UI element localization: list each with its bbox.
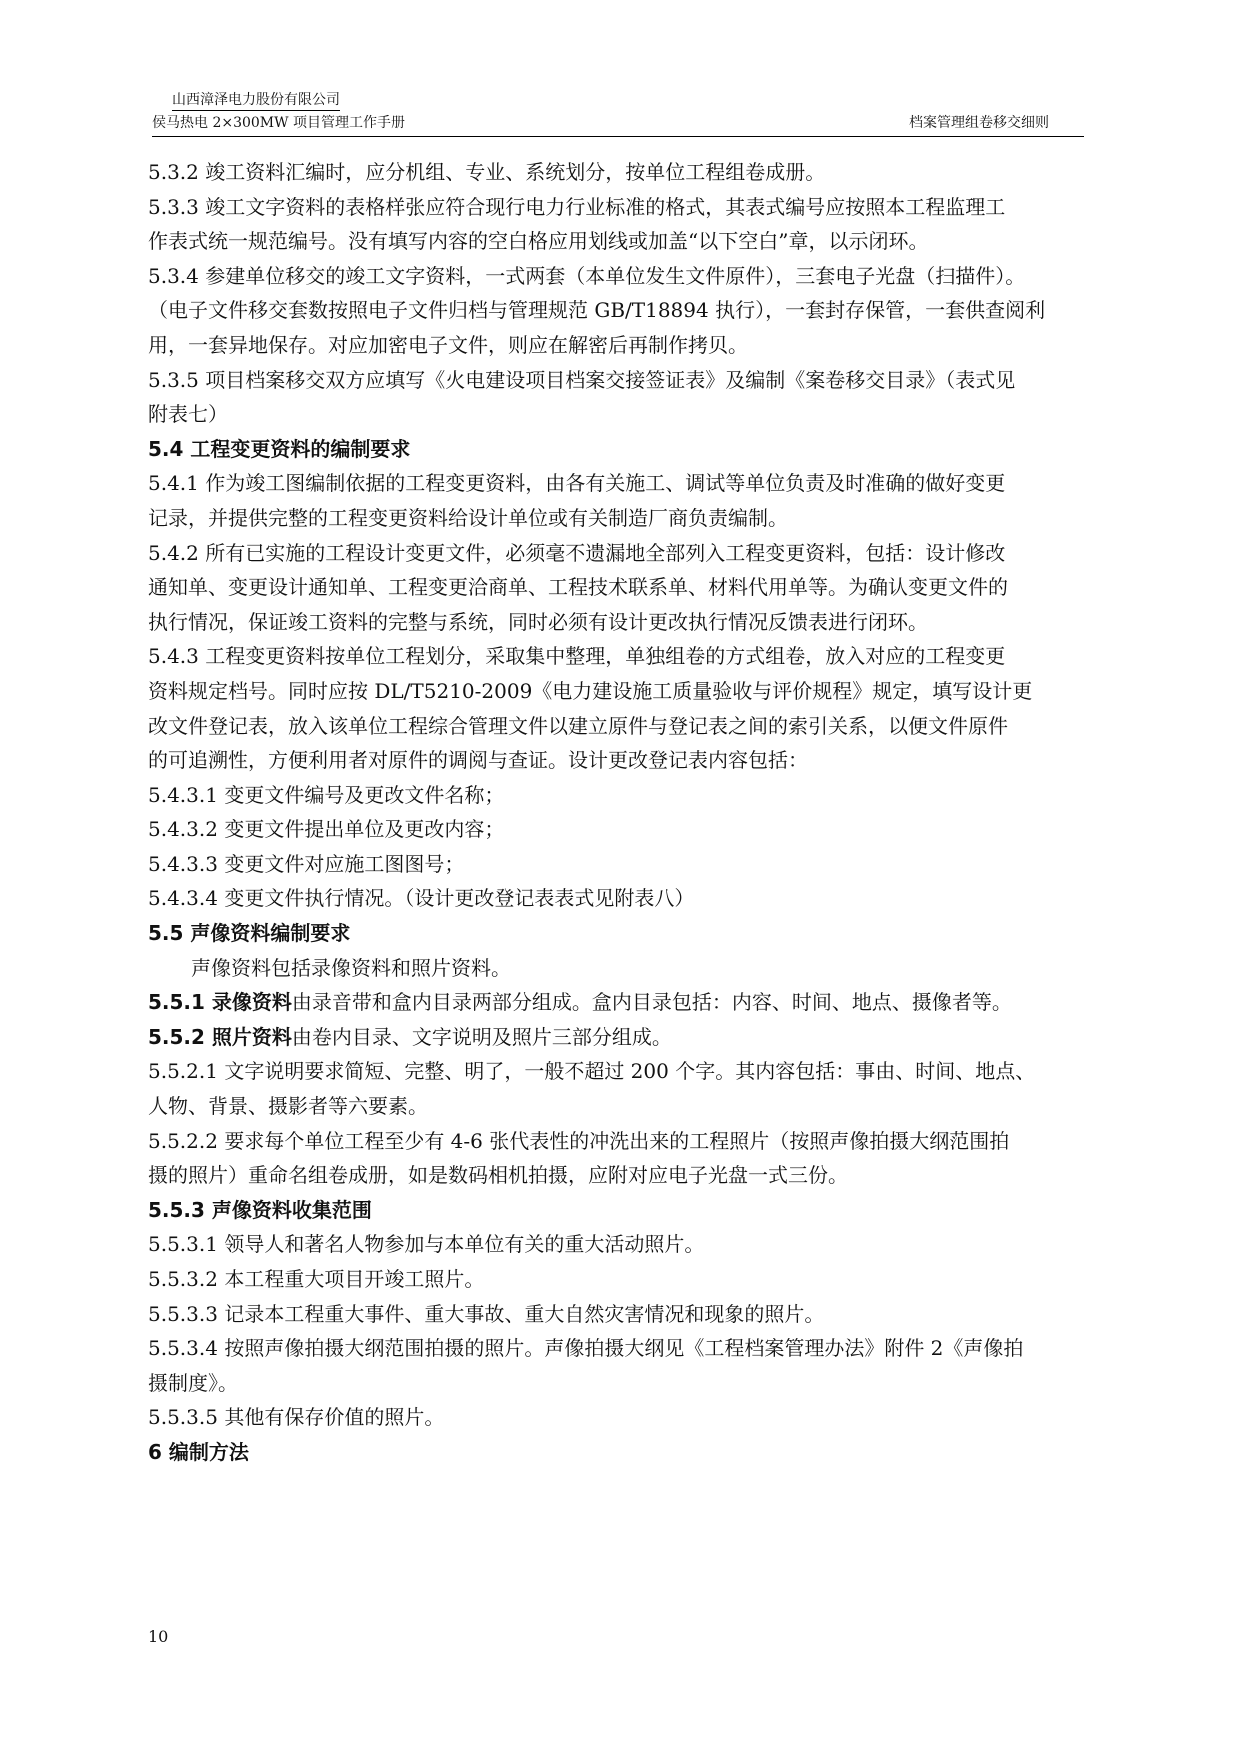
line-text: 5.3.3 竣工文字资料的表格样张应符合现行电力行业标准的格式，其表式编号应按照本工程监理工 xyxy=(148,194,1006,219)
text-line xyxy=(148,847,1088,882)
line-text: 5.3.2 竣工资料汇编时，应分机组、专业、系统划分，按单位工程组卷成册。 xyxy=(148,160,826,184)
line-text: 5.3.5 项目档案移交双方应填写《火电建设项目档案交接签证表》及编制《案卷移交目录》（表式见 xyxy=(148,367,1016,392)
text-line xyxy=(148,1158,1088,1193)
text-line xyxy=(148,1020,1088,1055)
line-text: 记录，并提供完整的工程变更资料给设计单位或有关制造厂商负责编制。 xyxy=(148,505,788,530)
line-text: 5.4.3.2 变更文件提出单位及更改内容； xyxy=(148,817,505,842)
text-line xyxy=(148,466,1088,501)
line-text: 5.5.3.1 领导人和著名人物参加与本单位有关的重大活动照片。 xyxy=(148,1232,705,1257)
page-number: 10 xyxy=(148,1627,169,1646)
line-text: 人物、背景、摄影者等六要素。 xyxy=(148,1094,428,1119)
text-line xyxy=(148,1331,1088,1366)
project-title: 侯马热电 2×300MW 项目管理工作手册 xyxy=(152,115,405,131)
line-text: 由卷内目录、文字说明及照片三部分组成。 xyxy=(291,1024,672,1049)
bold-label: 5.5.1 录像资料 xyxy=(148,990,292,1015)
line-text: 通知单、变更设计通知单、工程变更洽商单、工程技术联系单、材料代用单等。为确认变更文件的 xyxy=(148,575,1008,600)
line-text: 摄制度》。 xyxy=(148,1370,238,1395)
text-line xyxy=(148,1400,1088,1435)
line-text: 作表式统一规范编号。没有填写内容的空白格应用划线或加盖“以下空白”章，以示闭环。 xyxy=(148,229,929,254)
line-text: 5.5.3.2 本工程重大项目开竣工照片。 xyxy=(148,1267,485,1291)
text-line xyxy=(148,1227,1088,1262)
line-text: 5.4.3.1 变更文件编号及更改文件名称； xyxy=(148,782,505,807)
line-text: 5.4.3.4 变更文件执行情况。（设计更改登记表表式见附表八） xyxy=(148,886,695,911)
text-line xyxy=(148,1054,1088,1089)
section-heading xyxy=(148,1193,1088,1228)
document-title: 档案管理组卷移交细则 xyxy=(909,115,1049,131)
line-text: 5.4.3.3 变更文件对应施工图图号； xyxy=(148,851,465,876)
text-line xyxy=(148,639,1088,674)
document-body xyxy=(148,155,1088,1470)
line-text: 5.5.2.2 要求每个单位工程至少有 4-6 张代表性的冲洗出来的工程照片（按照声像拍摄大纲范围拍 xyxy=(148,1128,1010,1153)
line-text: 5.4.3 工程变更资料按单位工程划分，采取集中整理，单独组卷的方式组卷，放入对应的工程变更 xyxy=(148,644,1006,669)
section-heading xyxy=(148,916,1088,951)
line-text: 5.5.2.1 文字说明要求简短、完整、明了，一般不超过 200 个字。其内容包括：事由、时间、地点、 xyxy=(148,1059,1036,1084)
text-line xyxy=(148,328,1088,363)
text-line xyxy=(148,570,1088,605)
text-line xyxy=(148,743,1088,778)
text-line xyxy=(148,1297,1088,1332)
bold-label: 6 编制方法 xyxy=(148,1439,249,1464)
bold-label: 5.4 工程变更资料的编制要求 xyxy=(148,436,411,461)
text-line xyxy=(148,709,1088,744)
section-heading xyxy=(148,432,1088,467)
line-text: 摄的照片）重命名组卷成册，如是数码相机拍摄，应附对应电子光盘一式三份。 xyxy=(148,1163,848,1188)
line-text: 用，一套异地保存。对应加密电子文件，则应在解密后再制作拷贝。 xyxy=(148,332,748,357)
bold-label: 5.5.3 声像资料收集范围 xyxy=(148,1197,372,1222)
page-header xyxy=(152,86,1084,137)
line-text: 声像资料包括录像资料和照片资料。 xyxy=(191,955,511,980)
text-line xyxy=(148,951,1088,986)
line-text: 5.4.1 作为竣工图编制依据的工程变更资料，由各有关施工、调试等单位负责及时准确的做好变更 xyxy=(148,471,1006,496)
text-line xyxy=(148,1124,1088,1159)
text-line xyxy=(148,190,1088,225)
text-line xyxy=(148,259,1088,294)
line-text: （电子文件移交套数按照电子文件归档与管理规范 GB/T18894 执行），一套封存保管，一套供查阅利 xyxy=(148,298,1046,323)
text-line xyxy=(148,674,1088,709)
text-line xyxy=(148,224,1088,259)
line-text: 由录音带和盒内目录两部分组成。盒内目录包括：内容、时间、地点、摄像者等。 xyxy=(291,990,1012,1015)
line-text: 执行情况，保证竣工资料的完整与系统，同时必须有设计更改执行情况反馈表进行闭环。 xyxy=(148,609,928,634)
text-line xyxy=(148,363,1088,398)
text-line xyxy=(148,1262,1088,1297)
text-line xyxy=(148,536,1088,571)
text-line xyxy=(148,985,1088,1020)
line-text: 5.5.3.5 其他有保存价值的照片。 xyxy=(148,1405,445,1430)
line-text: 附表七） xyxy=(148,402,228,427)
line-text: 5.5.3.4 按照声像拍摄大纲范围拍摄的照片。声像拍摄大纲见《工程档案管理办法》附件 2《声像拍 xyxy=(148,1336,1024,1361)
text-line xyxy=(148,397,1088,432)
text-line xyxy=(148,778,1088,813)
line-text: 5.5.3.3 记录本工程重大事件、重大事故、重大自然灾害情况和现象的照片。 xyxy=(148,1301,825,1326)
bold-label: 5.5 声像资料编制要求 xyxy=(148,921,351,946)
text-line xyxy=(148,293,1088,328)
line-text: 的可追溯性，方便利用者对原件的调阅与查证。设计更改登记表内容包括： xyxy=(148,748,808,773)
section-heading xyxy=(148,1435,1088,1470)
line-text: 改文件登记表，放入该单位工程综合管理文件以建立原件与登记表之间的索引关系，以便文件原件 xyxy=(148,713,1008,738)
line-text: 5.4.2 所有已实施的工程设计变更文件，必须毫不遗漏地全部列入工程变更资料，包括：设计修改 xyxy=(148,540,1006,565)
company-name: 山西漳泽电力股份有限公司 xyxy=(172,90,340,111)
text-line xyxy=(148,501,1088,536)
line-text: 资料规定档号。同时应按 DL/T5210-2009《电力建设施工质量验收与评价规程》规定，填写设计更 xyxy=(148,678,1033,703)
text-line xyxy=(148,155,1088,190)
text-line xyxy=(148,605,1088,640)
bold-label: 5.5.2 照片资料 xyxy=(148,1024,292,1049)
text-line xyxy=(148,1366,1088,1401)
text-line xyxy=(148,812,1088,847)
text-line xyxy=(148,881,1088,916)
line-text: 5.3.4 参建单位移交的竣工文字资料，一式两套（本单位发生文件原件），三套电子光盘（扫描件）。 xyxy=(148,263,1026,288)
text-line xyxy=(148,1089,1088,1124)
